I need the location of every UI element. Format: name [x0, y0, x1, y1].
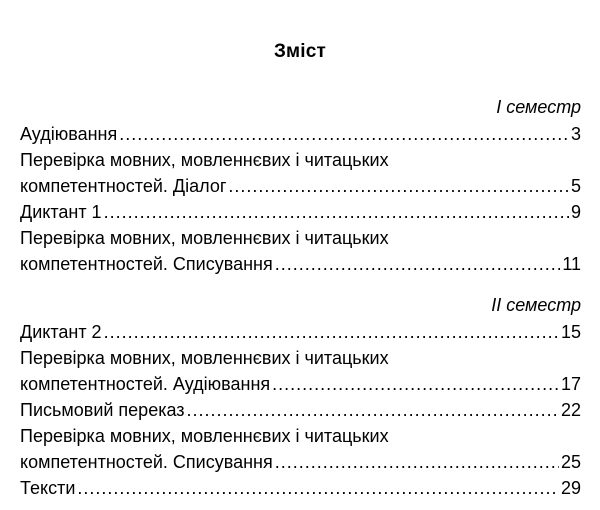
toc-entry[interactable] — [20, 397, 581, 423]
toc-entry-title-line: Перевірка мовних, мовленнєвих і читацьких — [20, 150, 389, 170]
toc-entry-page: 25 — [560, 452, 581, 472]
toc-entry-page: 9 — [570, 202, 581, 222]
toc-entry-title-line: Перевірка мовних, мовленнєвих і читацьких — [20, 348, 389, 368]
toc-entry[interactable] — [20, 147, 581, 199]
toc-entry-title: компетентностей. Списування — [20, 452, 273, 472]
semester-2-heading: ІІ семестр — [491, 295, 581, 315]
dot-leader — [228, 173, 569, 199]
toc-entry-page: 15 — [560, 322, 581, 342]
toc-entry[interactable] — [20, 475, 581, 501]
toc-entry[interactable] — [20, 121, 581, 147]
toc-entry-title: Письмовий переказ — [20, 400, 185, 420]
page-title: Зміст — [273, 41, 327, 62]
toc-entry-page: 29 — [560, 478, 581, 498]
semester-2-toc — [20, 319, 581, 501]
toc-entry-title: Диктант 2 — [20, 322, 102, 342]
toc-entry[interactable] — [20, 345, 581, 397]
toc-entry-title: Тексти — [20, 478, 76, 498]
toc-entry-page: 5 — [570, 176, 581, 196]
toc-entry-title-line: Перевірка мовних, мовленнєвих і читацьких — [20, 426, 389, 446]
dot-leader — [104, 319, 559, 345]
dot-leader — [275, 251, 561, 277]
semester-1-heading: І семестр — [496, 97, 581, 117]
toc-entry-page: 17 — [560, 374, 581, 394]
toc-entry-page: 11 — [562, 254, 581, 274]
dot-leader — [77, 475, 559, 501]
toc-entry-title: компетентностей. Аудіювання — [20, 374, 271, 394]
dot-leader — [272, 371, 559, 397]
toc-entry-title: компетентностей. Діалог — [20, 176, 227, 196]
toc-entry-page: 3 — [570, 124, 581, 144]
toc-entry-title: Аудіювання — [20, 124, 118, 144]
toc-entry-title: Диктант 1 — [20, 202, 102, 222]
dot-leader — [119, 121, 569, 147]
toc-entry[interactable] — [20, 225, 581, 277]
dot-leader — [187, 397, 559, 423]
dot-leader — [275, 449, 559, 475]
toc-entry-title: компетентностей. Списування — [20, 254, 273, 274]
dot-leader — [104, 199, 569, 225]
toc-entry-title-line: Перевірка мовних, мовленнєвих і читацьких — [20, 228, 389, 248]
semester-1-toc — [20, 121, 581, 277]
toc-entry-page: 22 — [560, 400, 581, 420]
toc-entry[interactable] — [20, 319, 581, 345]
toc-entry[interactable] — [20, 199, 581, 225]
toc-entry[interactable] — [20, 423, 581, 475]
